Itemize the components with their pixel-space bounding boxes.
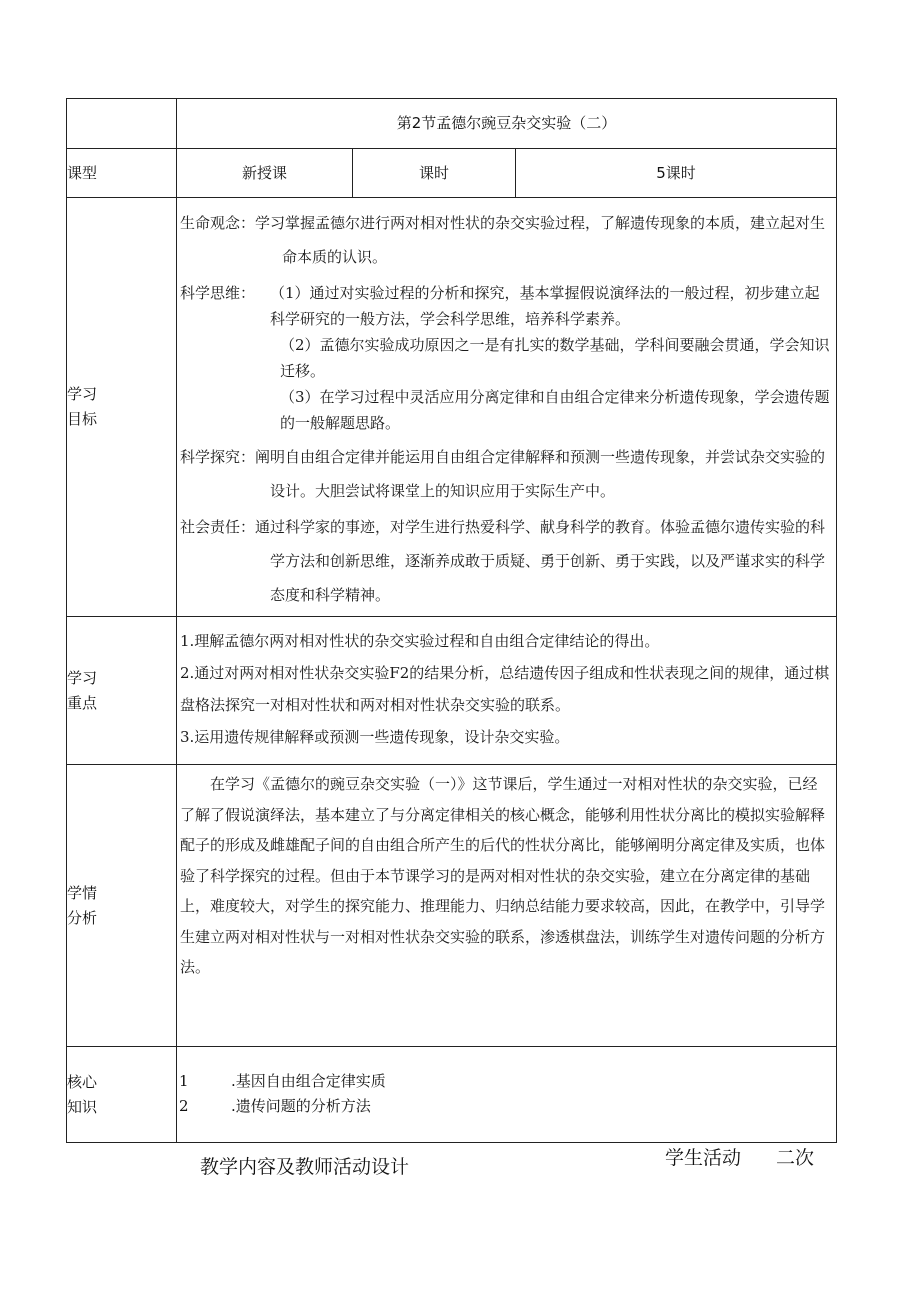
analysis-text: 在学习《孟德尔的豌豆杂交实验（一）》这节课后，学生通过一对相对性状的杂交实验，已经了解了假说演绎法，基本建立了与分离定律相关的核心概念，能够利用性状分离比的模拟实验解释配子的形成及雌雄配子间的自由组合所产生的后代的性状分离比，能够阐明分离定律及实质，也体验了科学探究的过程。但由于本节课学习的是两对相对性状的杂交实验，建立在分离定律的基础上，难度较大，对学生的探究能力、推理能力、归纳总结能力要求较高，因此，在教学中，引导学生建立两对相对性状与一对相对性状杂交实验的联系，渗透棋盘法，训练学生对遗传问题的分析方法。: [180, 775, 826, 976]
title-row: [67, 99, 837, 149]
life-concept-heading: 生命观念：: [180, 214, 256, 232]
key-point-2: 2.通过对两对相对性状杂交实验F2的结果分析，总结遗传因子组成和性状表现之间的规律，通过棋盘格法探究一对相对性状和两对相对性状杂交实验的联系。: [180, 664, 830, 714]
title-blank-cell: [67, 99, 177, 149]
objectives-row: [67, 198, 837, 617]
analysis-label: [67, 765, 177, 1047]
key-points-label-line1: 学习: [67, 668, 98, 687]
thinking-item-2: （2）孟德尔实验成功原因之一是有扎实的数学基础，学科间要融会贯通，学会知识迁移。: [280, 336, 830, 380]
objectives-label: [67, 198, 177, 617]
analysis-content: [177, 765, 837, 1047]
second-heading: 二次: [776, 1147, 815, 1169]
objectives-content: [177, 198, 837, 617]
course-type-label: 课型: [67, 149, 177, 198]
inquiry-objective: [180, 440, 832, 508]
core-knowledge-num-2: 2: [179, 1097, 189, 1115]
responsibility-heading: 社会责任：: [180, 518, 256, 536]
analysis-row: [67, 765, 837, 1047]
class-hours-value: 5课时: [516, 149, 837, 198]
life-concept-text: 学习掌握孟德尔进行两对相对性状的杂交实验过程，了解遗传现象的本质，建立起对生命本质的认识。: [255, 214, 826, 266]
analysis-label-line1: 学情: [67, 883, 98, 902]
lesson-title: 第2节孟德尔豌豆杂交实验（二）: [177, 99, 837, 149]
responsibility-objective: [180, 510, 832, 612]
header-row: [67, 149, 837, 198]
lesson-plan-table: [66, 98, 837, 1143]
analysis-label-line2: 分析: [67, 908, 98, 927]
core-knowledge-content: [177, 1047, 837, 1143]
core-knowledge-num-1: 1: [179, 1072, 189, 1090]
key-point-3: 3.运用遗传规律解释或预测一些遗传现象，设计杂交实验。: [180, 728, 570, 746]
teaching-design-heading: 教学内容及教师活动设计: [200, 1156, 410, 1178]
core-knowledge-label: [67, 1047, 177, 1143]
core-knowledge-text-1: .基因自由组合定律实质: [231, 1072, 386, 1090]
inquiry-text: 阐明自由组合定律并能运用自由组合定律解释和预测一些遗传现象，并尝试杂交实验的设计。大胆尝试将课堂上的知识应用于实际生产中。: [255, 448, 826, 500]
student-activity-heading: 学生活动: [665, 1147, 742, 1169]
inquiry-heading: 科学探究：: [180, 448, 256, 466]
thinking-heading: 科学思维：: [180, 284, 256, 302]
key-points-row: [67, 617, 837, 765]
thinking-item-1: （1）通过对实验过程的分析和探究，基本掌握假说演绎法的一般过程，初步建立起科学研究的一般方法，学会科学思维，培养科学素养。: [270, 284, 820, 328]
core-knowledge-text-2: .遗传问题的分析方法: [231, 1097, 371, 1115]
core-knowledge-row: [67, 1047, 837, 1143]
key-points-label: [67, 617, 177, 765]
life-concept-objective: [180, 206, 832, 274]
objectives-label-line2: 目标: [67, 410, 98, 428]
class-hours-label: 课时: [353, 149, 516, 198]
key-points-content: [177, 617, 837, 765]
responsibility-text: 通过科学家的事迹，对学生进行热爱科学、献身科学的教育。体验孟德尔遗传实验的科学方法和创新思维，逐渐养成敢于质疑、勇于创新、勇于实践，以及严谨求实的科学态度和科学精神。: [255, 518, 826, 604]
core-knowledge-label-line2: 知识: [67, 1097, 98, 1116]
core-knowledge-item-2: [179, 1094, 836, 1119]
core-knowledge-item-1: [179, 1069, 836, 1094]
key-points-label-line2: 重点: [67, 693, 98, 712]
course-type-value: 新授课: [177, 149, 353, 198]
key-point-1: 1.理解孟德尔两对相对性状的杂交实验过程和自由组合定律结论的得出。: [180, 632, 660, 650]
objectives-label-line1: 学习: [67, 385, 98, 403]
thinking-item-3: （3）在学习过程中灵活应用分离定律和自由组合定律来分析遗传现象，学会遗传题的一般解题思路。: [280, 388, 830, 432]
core-knowledge-label-line1: 核心: [67, 1072, 98, 1091]
